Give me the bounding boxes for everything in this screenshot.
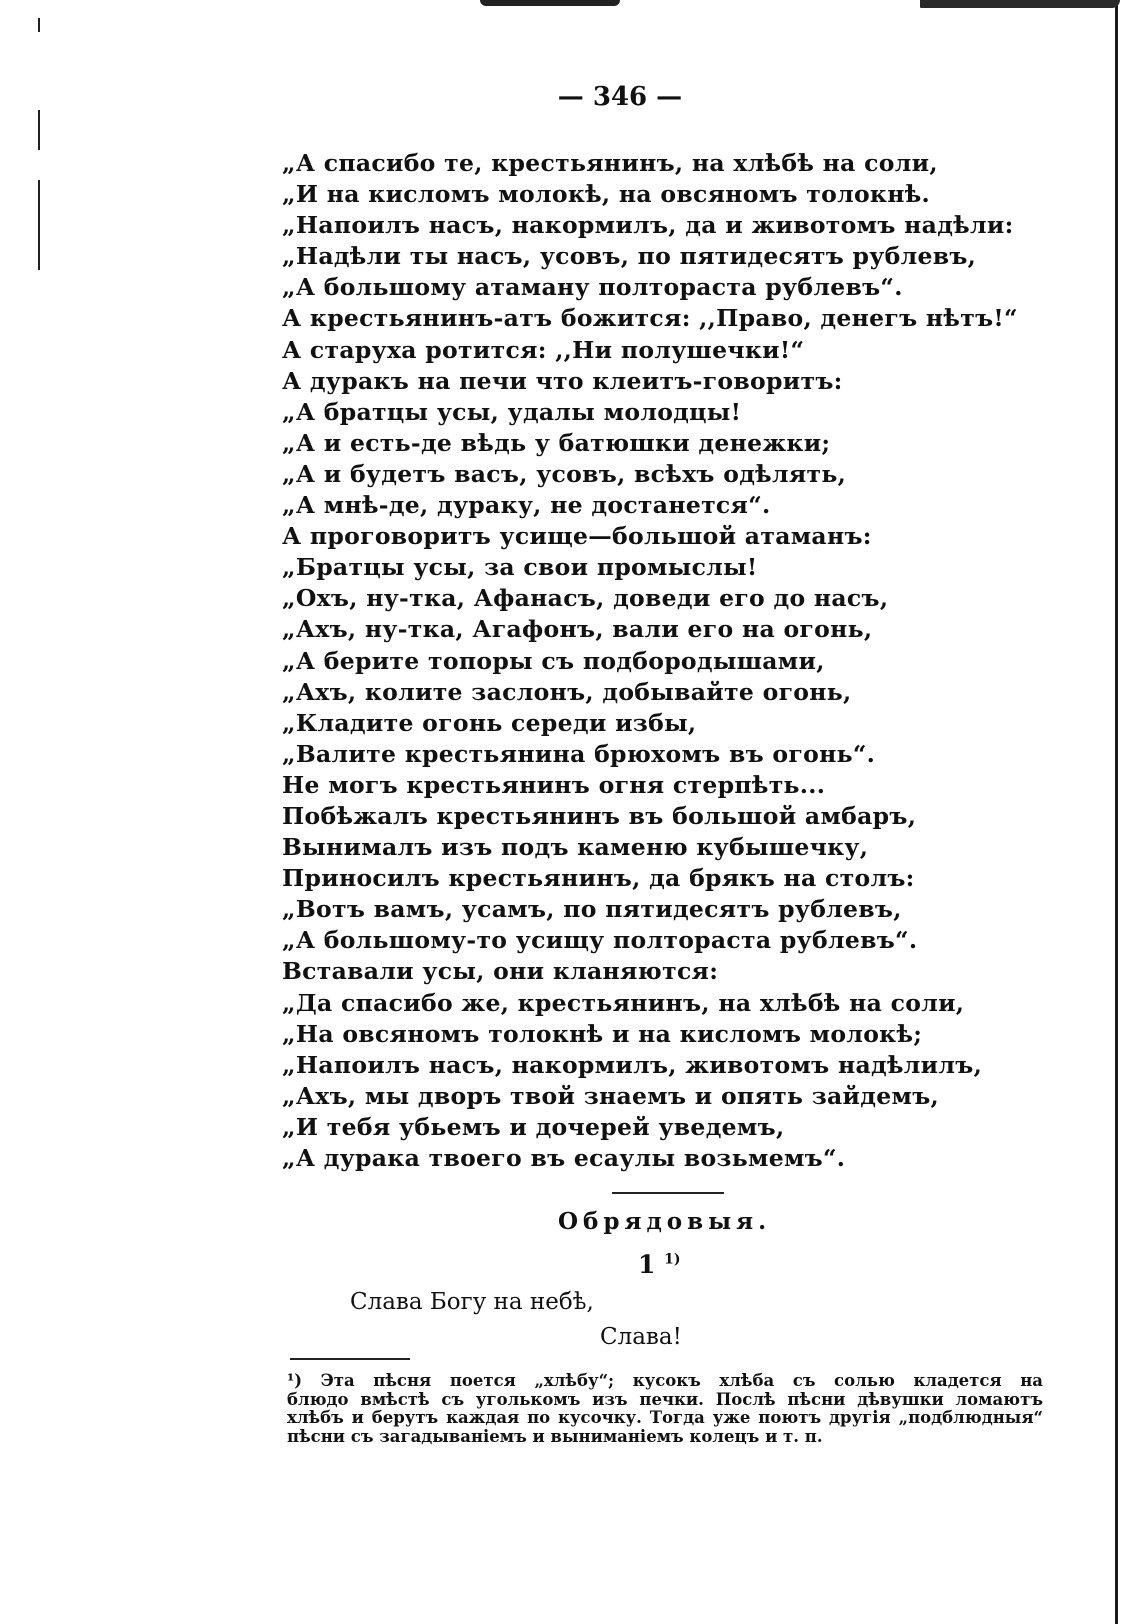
poem-line: „А мнѣ-де, дураку, не достанется“.: [282, 491, 771, 520]
song-number-value: 1: [638, 1250, 656, 1279]
poem-line: „Надѣли ты насъ, усовъ, по пятидесятъ рублевъ,: [282, 242, 977, 271]
poem-line: Вставали усы, они кланяются:: [282, 957, 719, 986]
poem-line: „А дурака твоего въ есаулы возьмемъ“.: [282, 1144, 846, 1172]
poem-line: „И тебя убьемъ и дочерей уведемъ,: [282, 1112, 785, 1141]
song-line: Слава Богу на небѣ,: [350, 1289, 594, 1315]
poem-line: „Ахъ, мы дворъ твой знаемъ и опять зайдемъ,: [282, 1081, 940, 1110]
poem-line: „А братцы усы, удалы молодцы!: [282, 397, 742, 426]
poem-line: „А и будетъ васъ, усовъ, всѣхъ одѣлять,: [282, 459, 847, 488]
poem-line: Приносилъ крестьянинъ, да брякъ на столъ:: [282, 864, 915, 893]
footnote-divider: [290, 1358, 410, 1360]
poem-line: „На овсяномъ толокнѣ и на кисломъ молокѣ;: [282, 1019, 923, 1048]
poem-line: Не могъ крестьянинъ огня стерпѣть...: [282, 770, 826, 799]
poem-line: А дуракъ на печи что клеитъ-говоритъ:: [282, 366, 843, 395]
poem-line: „А большому атаману полтораста рублевъ“.: [282, 273, 903, 302]
poem-line: „А спасибо те, крестьянинъ, на хлѣбѣ на соли,: [282, 149, 938, 177]
scan-left-mark: [38, 110, 40, 150]
poem-line: А крестьянинъ-атъ божится: ,,Право, денегъ нѣтъ!“: [282, 304, 1018, 333]
poem-line: „Напоилъ насъ, накормилъ, да и животомъ надѣли:: [282, 211, 1014, 240]
page-number: — 346 —: [557, 82, 683, 112]
poem-block: [282, 148, 1018, 1174]
footnote: [287, 1372, 1043, 1446]
scan-edge-shadow: [1115, 0, 1118, 1624]
footnote-line: блюдо вмѣстѣ съ уголькомъ изъ печки. Послѣ пѣсни дѣвушки ломаютъ: [287, 1389, 1043, 1409]
poem-line: „А большому-то усищу полтораста рублевъ“.: [282, 926, 918, 955]
scan-left-mark: [38, 180, 40, 270]
song-footnote-ref: 1): [664, 1251, 681, 1268]
poem-line: „Ахъ, колите заслонъ, добывайте огонь,: [282, 677, 852, 706]
poem-line: „Ахъ, ну-тка, Агафонъ, вали его на огонь,: [282, 615, 873, 644]
poem-line: „Охъ, ну-тка, Афанасъ, доведи его до насъ,: [282, 584, 889, 613]
poem-line: „Вотъ вамъ, усамъ, по пятидесятъ рублевъ,: [282, 895, 902, 924]
scan-top-smudge: [480, 0, 620, 6]
poem-line: „Напоилъ насъ, накормилъ, животомъ надѣлилъ,: [282, 1050, 983, 1079]
poem-line: Вынималъ изъ подъ каменю кубышечку,: [282, 833, 869, 862]
section-title: Обрядовыя.: [558, 1208, 772, 1235]
footnote-line: ¹) Эта пѣсня поется „хлѣбу“; кусокъ хлѣба съ солью кладется на: [287, 1371, 1043, 1390]
poem-line: „А берите топоры съ подбородышами,: [282, 646, 825, 675]
poem-line: „А и есть-де вѣдь у батюшки денежки;: [282, 428, 831, 457]
footnote-line: хлѣбъ и берутъ каждая по кусочку. Тогда уже поютъ другія „подблюдныя“: [287, 1408, 1043, 1427]
poem-line: „Кладите огонь середи избы,: [282, 708, 697, 737]
song-line: Слава!: [600, 1324, 682, 1350]
scan-left-mark: [38, 18, 40, 32]
section-divider: [612, 1192, 724, 1194]
footnote-line: пѣсни съ загадываніемъ и выниманіемъ колецъ и т. п.: [287, 1426, 823, 1446]
song-number: [638, 1250, 681, 1279]
poem-line: „Валите крестьянина брюхомъ въ огонь“.: [282, 739, 876, 768]
poem-line: „Да спасибо же, крестьянинъ, на хлѣбѣ на соли,: [282, 988, 965, 1017]
poem-line: „Братцы усы, за свои промыслы!: [282, 553, 758, 582]
poem-line: А старуха ротится: ,,Ни полушечки!“: [282, 335, 805, 364]
scan-top-smudge-right: [920, 0, 1120, 8]
poem-line: Побѣжалъ крестьянинъ въ большой амбаръ,: [282, 801, 917, 830]
poem-line: „И на кисломъ молокѣ, на овсяномъ толокнѣ.: [282, 180, 931, 209]
poem-line: А проговоритъ усище—большой атаманъ:: [282, 522, 872, 551]
